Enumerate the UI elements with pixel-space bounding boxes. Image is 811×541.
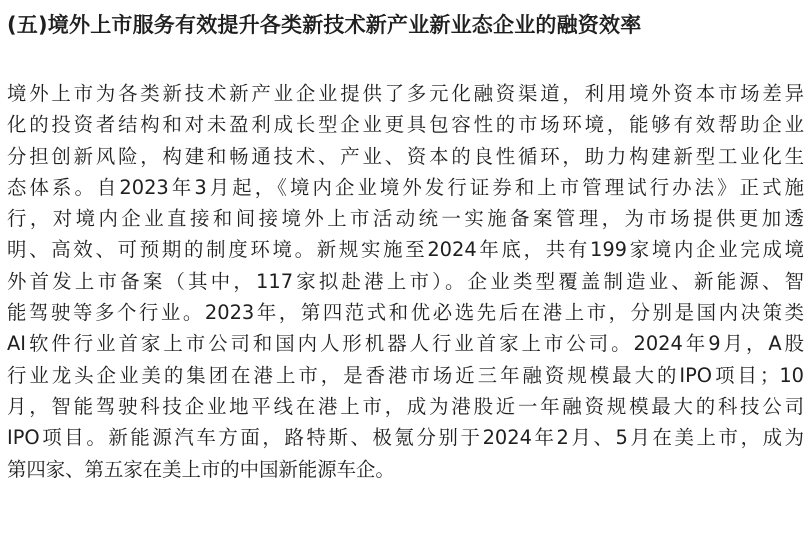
paragraph-line: IPO项目。新能源汽车方面，路特斯、极氪分别于2024年2月、5月在美上市，成为 <box>7 426 804 450</box>
paragraph-line: 明、高效、可预期的制度环境。新规实施至2024年底，共有199家境内企业完成境 <box>7 238 804 262</box>
paragraph-line: 行，对境内企业直接和间接境外上市活动统一实施备案管理，为市场提供更加透 <box>7 207 804 231</box>
section-heading: (五)境外上市服务有效提升各类新技术新产业新业态企业的融资效率 <box>7 13 642 37</box>
paragraph-line: AI软件行业首家上市公司和国内人形机器人行业首家上市公司。2024年9月，A股 <box>7 332 804 356</box>
paragraph-line: 外首发上市备案（其中，117家拟赴港上市）。企业类型覆盖制造业、新能源、智 <box>7 269 804 293</box>
paragraph-line: 化的投资者结构和对未盈利成长型企业更具包容性的市场环境，能够有效帮助企业 <box>7 113 804 137</box>
paragraph-line: 态体系。自2023年3月起，《境内企业境外发行证券和上市管理试行办法》正式施 <box>7 175 804 199</box>
paragraph-line: 境外上市为各类新技术新产业企业提供了多元化融资渠道，利用境外资本市场差异 <box>7 82 804 105</box>
paragraph-line: 第四家、第五家在美上市的中国新能源车企。 <box>7 457 395 481</box>
paragraph-line: 月，智能驾驶科技企业地平线在港上市，成为港股近一年融资规模最大的科技公司 <box>7 394 804 418</box>
paragraph-line: 行业龙头企业美的集团在港上市，是香港市场近三年融资规模最大的IPO项目；10 <box>7 363 804 387</box>
paragraph-line: 能驾驶等多个行业。2023年，第四范式和优必选先后在港上市，分别是国内决策类 <box>7 301 804 325</box>
paragraph-line: 分担创新风险，构建和畅通技术、产业、资本的良性循环，助力构建新型工业化生 <box>7 144 804 168</box>
article-paragraph <box>7 78 804 485</box>
